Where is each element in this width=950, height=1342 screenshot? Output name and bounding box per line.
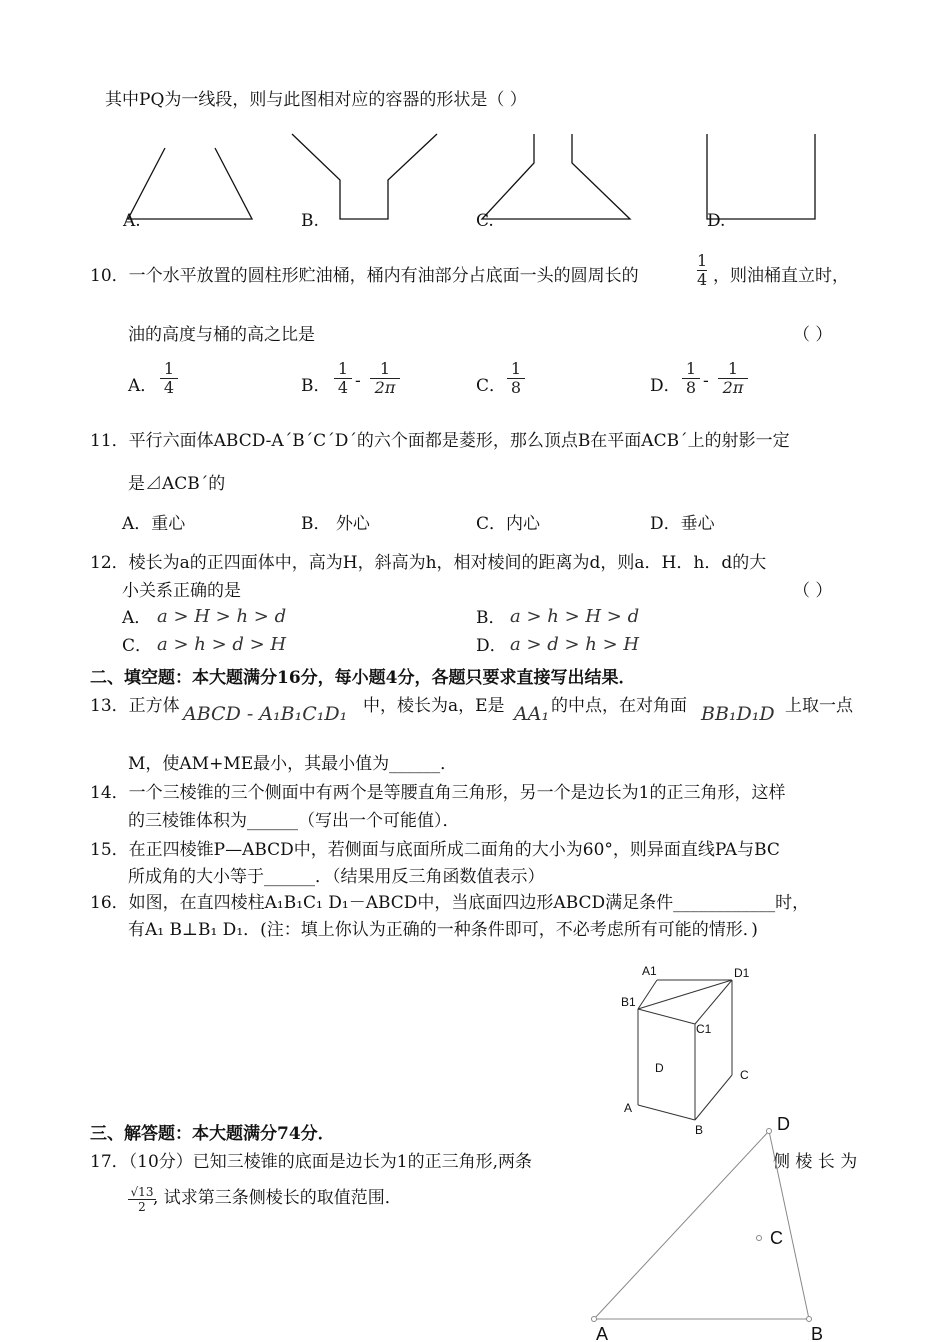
q17-line2: , 试求第三条侧棱长的取值范围．: [153, 1188, 402, 1208]
q13-part1: 13．正方体: [90, 696, 180, 716]
label-c: C: [740, 1068, 749, 1082]
shape-d: [707, 134, 815, 219]
q9-option-b: B.: [301, 211, 319, 231]
edge-d-b: [769, 1131, 809, 1319]
container-shapes-figure: [0, 0, 950, 240]
q10-frac-num: 1: [697, 251, 708, 270]
q10-d-minus: -: [703, 371, 709, 391]
edge-a-d: [594, 1131, 769, 1319]
point-c: [757, 1236, 762, 1241]
point-b: [807, 1317, 812, 1322]
point-d: [767, 1129, 772, 1134]
label-a: A: [624, 1101, 633, 1115]
q10-option-a: A．: [128, 376, 158, 396]
q12-b-expr: a > h > H > d: [510, 606, 640, 627]
q9-option-a: A.: [123, 211, 141, 231]
tri-label-c: C: [770, 1228, 783, 1248]
shape-c: [482, 134, 630, 219]
q13-expr2: AA₁: [514, 703, 550, 725]
edge-b1-d1: [638, 980, 732, 1009]
q10-b-minus: -: [355, 371, 361, 391]
q15-line1: 15．在正四棱锥P—ABCD中，若侧面与底面所成二面角的大小为60°，则异面直线PA与BC: [90, 840, 780, 860]
q17-line1-end: 侧 棱 长 为: [773, 1152, 858, 1172]
label-c1: C1: [696, 1022, 712, 1036]
q12-option-b: B．: [476, 608, 506, 628]
q16-line1: 16．如图，在直四棱柱A₁B₁C₁ D₁－ABCD中，当底面四边形ABCD满足条件____________时，: [90, 893, 810, 913]
q10-paren: （ ）: [793, 325, 833, 345]
q11-option-d: D．垂心: [650, 514, 715, 534]
section2-heading: 二、填空题：本大题满分16分，每小题4分，各题只要求直接写出结果．: [90, 668, 636, 688]
q11-option-c: C．内心: [476, 514, 541, 534]
q16-line2: 有A₁ B⊥B₁ D₁．(注：填上你认为正确的一种条件即可，不必考虑所有可能的情形．): [128, 920, 758, 940]
q13-part3: 的中点，在对角面: [551, 696, 687, 716]
q14-line2: 的三棱锥体积为______（写出一个可能值）．: [128, 811, 460, 831]
q12-d-expr: a > d > h > H: [510, 634, 640, 655]
q13-expr1: ABCD - A₁B₁C₁D₁: [183, 703, 348, 725]
q10-line2: 油的高度与桶的高之比是: [128, 325, 315, 345]
label-a1: A1: [642, 964, 657, 978]
tri-label-b: B: [811, 1324, 824, 1342]
q12-option-a: A．: [122, 608, 152, 628]
section3-heading: 三、解答题：本大题满分74分．: [90, 1124, 335, 1144]
q10-stem: 10．一个水平放置的圆柱形贮油桶，桶内有油部分占底面一头的圆周长的: [90, 266, 639, 286]
label-d1: D1: [734, 966, 750, 980]
q10-a-frac: $\frac{1}{4}$: [160, 360, 178, 397]
label-b1: B1: [621, 995, 636, 1009]
label-d: D: [655, 1061, 664, 1075]
q11-option-b: B． 外心: [301, 514, 370, 534]
q12-line2: 小关系正确的是: [122, 581, 241, 601]
shape-a: [128, 148, 252, 219]
q13-part2: 中，棱长为a，E是: [363, 696, 505, 716]
q10-d-frac1: $\frac{1}{8}$: [682, 360, 700, 397]
q11-option-a: A．重心: [122, 514, 186, 534]
q10-b-frac1: $\frac{1}{4}$: [334, 360, 352, 397]
point-a: [592, 1317, 597, 1322]
q10-option-b: B．: [301, 376, 331, 396]
q10-stem-end: ，则油桶直立时，: [713, 266, 849, 286]
tri-label-a: A: [596, 1324, 609, 1342]
q10-b-frac2: $\frac{1}{2\pi}$: [370, 360, 400, 397]
label-b: B: [695, 1123, 704, 1137]
q9-option-d: D.: [707, 211, 726, 231]
q11-line2: 是⊿ACB´的: [128, 474, 226, 494]
q10-option-d: D．: [650, 376, 681, 396]
edge-b1-a1: [638, 980, 657, 1009]
q9-stem: 其中PQ为一线段，则与此图相对应的容器的形状是（ ）: [105, 90, 527, 110]
q11-line1: 11．平行六面体ABCD-A´B´C´D´的六个面都是菱形，那么顶点B在平面ACB´上的射影一定: [90, 431, 790, 451]
triangle-figure: [580, 1110, 840, 1342]
tri-label-d: D: [777, 1114, 790, 1134]
q10-frac-den: 4: [697, 270, 708, 289]
q10-c-frac: $\frac{1}{8}$: [507, 360, 525, 397]
q12-a-expr: a > H > h > d: [157, 606, 287, 627]
q9-option-c: C.: [476, 211, 494, 231]
q13-expr3: BB₁D₁D: [701, 703, 775, 725]
q12-line1: 12．棱长为a的正四面体中，高为H，斜高为h，相对棱间的距离为d，则a．H．h．d的大: [90, 553, 767, 573]
q15-line2: 所成角的大小等于______．（结果用反三角函数值表示）: [128, 867, 545, 887]
q17-fraction: $\frac{√13}{2}$: [128, 1185, 156, 1214]
q10-option-c: C．: [476, 376, 507, 396]
q14-line1: 14．一个三棱锥的三个侧面中有两个是等腰直角三角形，另一个是边长为1的正三角形，这样: [90, 783, 786, 803]
q12-paren: （ ）: [793, 581, 833, 601]
edge-c1-d1: [695, 980, 732, 1024]
q13-part4: 上取一点: [785, 696, 853, 716]
q17-line1: 17．（10分）已知三棱锥的底面是边长为1的正三角形,两条: [90, 1152, 532, 1172]
shape-b: [292, 134, 437, 219]
q10-d-frac2: $\frac{1}{2\pi}$: [718, 360, 748, 397]
q12-option-c: C．: [122, 636, 153, 656]
q13-line2: M，使AM+ME最小，其最小值为______．: [128, 754, 458, 774]
q10-fraction: [697, 252, 707, 289]
q12-c-expr: a > h > d > H: [157, 634, 287, 655]
edge-b1-c1: [638, 1009, 695, 1024]
q12-option-d: D．: [476, 636, 507, 656]
